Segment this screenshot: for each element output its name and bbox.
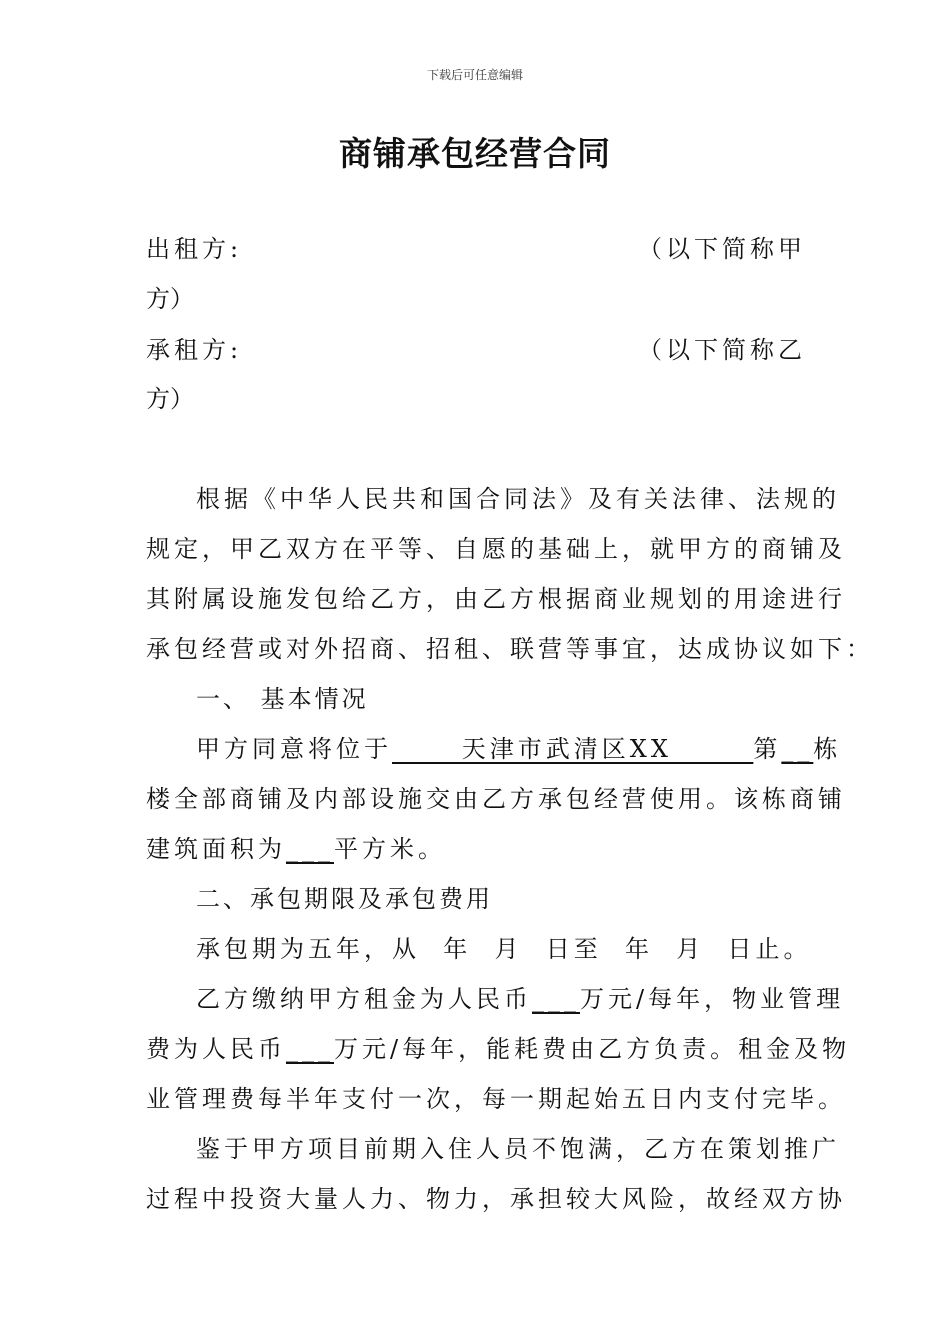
section-1-line-2: 楼全部商铺及内部设施交由乙方承包经营使用。该栋商铺 [146,785,846,813]
management-fee-blank: ___ [286,1035,334,1063]
lessor-alias-end: 方） [146,285,194,313]
preamble-line-1: 根据《中华人民共和国合同法》及有关法律、法规的 [196,485,840,513]
lessee-alias: （以下简称乙 [638,336,806,364]
lessee-alias-end: 方） [146,385,194,413]
rent-line-3: 业管理费每半年支付一次，每一期起始五日内支付完毕。 [146,1085,846,1113]
lessee-line [146,338,806,362]
lessee-label: 承租方: [146,336,243,364]
location-field: 天津市武清区XX [392,735,754,763]
preamble-line-2: 规定，甲乙双方在平等、自愿的基础上，就甲方的商铺及 [146,535,846,563]
section-1-line-3: 建筑面积为___平方米。 [146,835,446,863]
section-1-heading: 一、 基本情况 [196,685,369,713]
rent-line-1: 乙方缴纳甲方租金为人民币___万元/每年，物业管理 [196,985,845,1013]
section-2-heading: 二、承包期限及承包费用 [196,885,493,913]
preamble-line-3: 其附属设施发包给乙方，由乙方根据商业规划的用途进行 [146,585,846,613]
preamble-line-4: 承包经营或对外招商、招租、联营等事宜，达成协议如下： [146,635,874,663]
section-1-line-1: 甲方同意将位于 天津市武清区XX 第__栋 [196,735,842,763]
note-line-2: 过程中投资大量人力、物力，承担较大风险，故经双方协 [146,1185,846,1213]
lessor-alias: （以下简称甲 [638,235,806,263]
note-line-1: 鉴于甲方项目前期入住人员不饱满，乙方在策划推广 [196,1135,840,1163]
lessor-line [146,237,806,261]
building-number-blank: __ [781,735,814,763]
lessor-label: 出租方: [146,235,243,263]
document-title: 商铺承包经营合同 [339,134,611,173]
area-blank: ___ [286,835,334,863]
header-note: 下载后可任意编辑 [426,68,523,82]
rent-line-2: 费为人民币___万元/每年，能耗费由乙方负责。租金及物 [146,1035,851,1063]
term-line: 承包期为五年，从 年 月 日至 年 月 日止。 [196,935,812,963]
rent-blank: ___ [532,985,580,1013]
